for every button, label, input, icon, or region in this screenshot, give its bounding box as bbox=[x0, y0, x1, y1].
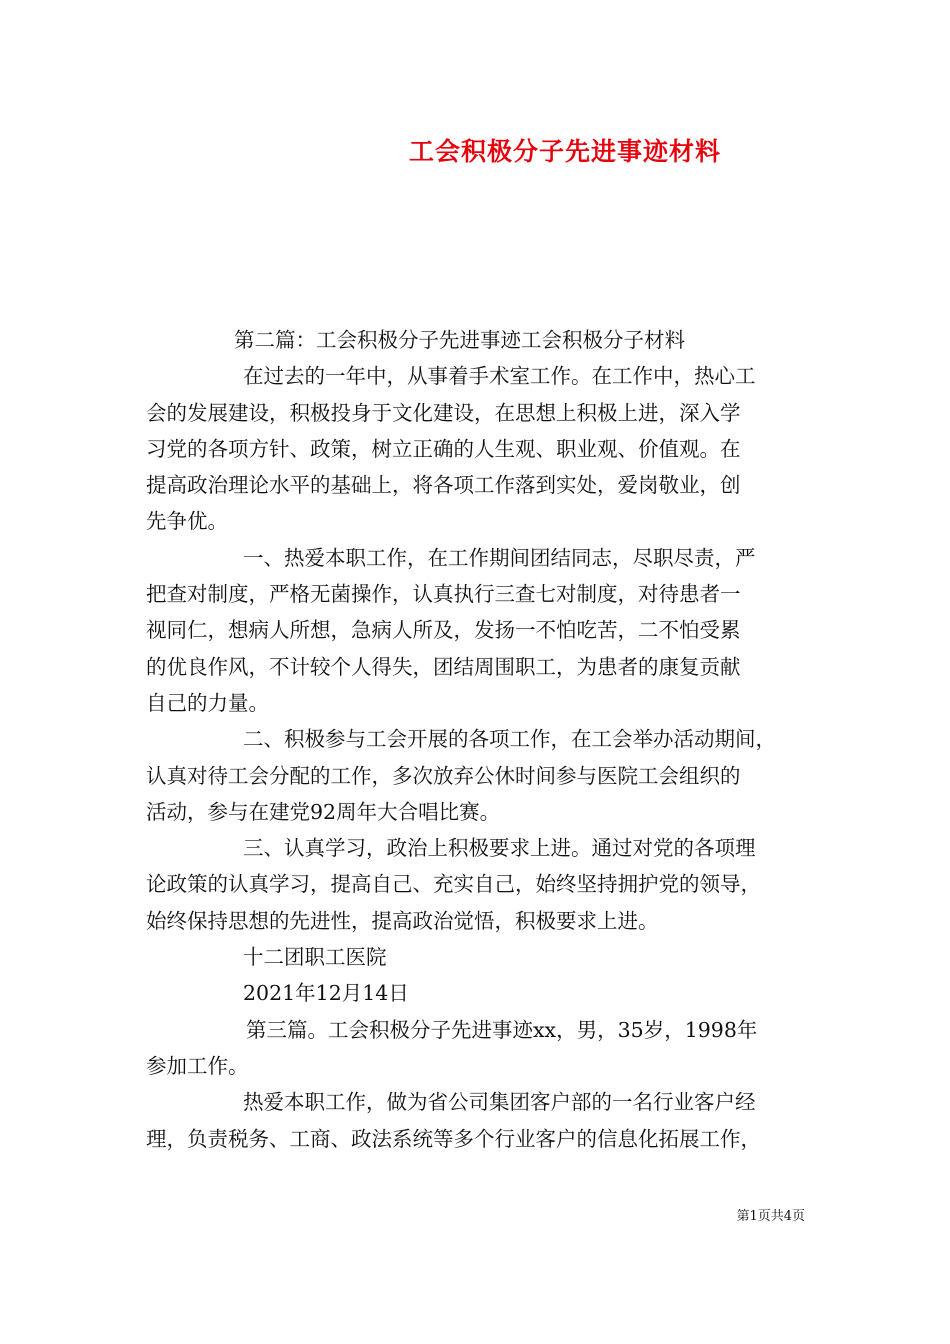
section-heading-part2: 第二篇：工会积极分子先进事迹工会积极分子材料 bbox=[234, 328, 685, 352]
paragraph-line: 活动，参与在建党92周年大合唱比赛。 bbox=[146, 799, 501, 824]
paragraph-line: 一、热爱本职工作，在工作期间团结同志，尽职尽责，严 bbox=[243, 545, 756, 570]
paragraph-line: 视同仁，想病人所想，急病人所及，发扬一不怕吃苦，二不怕受累 bbox=[146, 618, 741, 643]
paragraph-line: 提高政治理论水平的基础上，将各项工作落到实处，爱岗敬业，创 bbox=[146, 473, 741, 498]
document-body bbox=[146, 322, 811, 1157]
paragraph-line: 自己的力量。 bbox=[146, 690, 269, 715]
paragraph-line: 会的发展建设，积极投身于文化建设，在思想上积极上进，深入学 bbox=[146, 400, 741, 425]
paragraph-line: 热爱本职工作，做为省公司集团客户部的一名行业客户经 bbox=[243, 1090, 756, 1115]
paragraph-line: 先争优。 bbox=[146, 509, 228, 534]
document-title: 工会积极分子先进事迹材料 bbox=[408, 137, 721, 166]
paragraph-line: 始终保持思想的先进性，提高政治觉悟，积极要求上进。 bbox=[146, 908, 659, 933]
paragraph-line: 习党的各项方针、政策，树立正确的人生观、职业观、价值观。在 bbox=[146, 436, 741, 461]
paragraph-line: 认真对待工会分配的工作，多次放弃公休时间参与医院工会组织的 bbox=[146, 763, 741, 788]
page-number-footer: 第1页共4页 bbox=[736, 1209, 805, 1224]
paragraph-line: 理，负责税务、工商、政法系统等多个行业客户的信息化拓展工作， bbox=[146, 1126, 761, 1151]
signature-organization: 十二团职工医院 bbox=[243, 945, 387, 970]
signature-date: 2021年12月14日 bbox=[243, 981, 409, 1006]
paragraph-line: 二、积极参与工会开展的各项工作，在工会举办活动期间， bbox=[243, 727, 776, 752]
paragraph-line: 在过去的一年中，从事着手术室工作。在工作中，热心工 bbox=[243, 364, 756, 389]
paragraph-line: 论政策的认真学习，提高自己、充实自己，始终坚持拥护党的领导， bbox=[146, 872, 761, 897]
section-heading-part3: 第三篇。工会积极分子先进事迹xx，男，35岁，1998年 bbox=[246, 1017, 758, 1042]
paragraph-line: 三、认真学习，政治上积极要求上进。通过对党的各项理 bbox=[243, 836, 756, 861]
paragraph-line: 的优良作风，不计较个人得失，团结周围职工，为患者的康复贡献 bbox=[146, 654, 741, 679]
paragraph-line: 把查对制度，严格无菌操作，认真执行三查七对制度，对待患者一 bbox=[146, 582, 741, 607]
paragraph-line: 参加工作。 bbox=[146, 1053, 249, 1078]
